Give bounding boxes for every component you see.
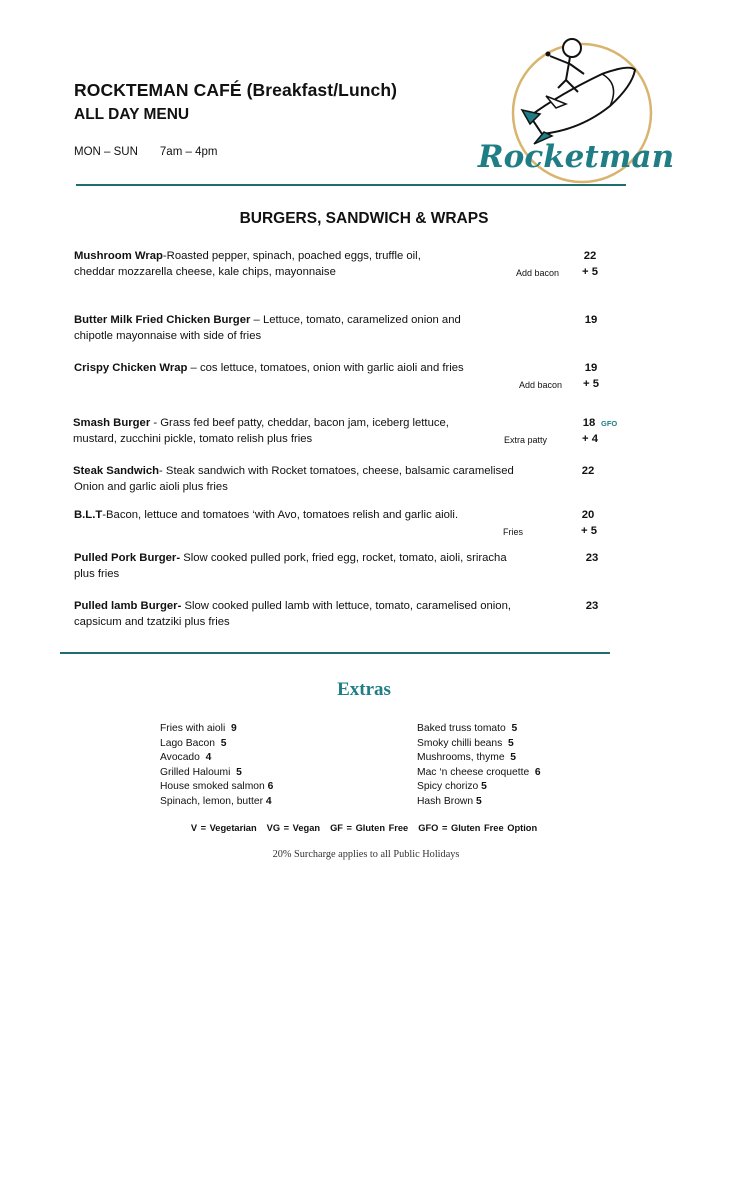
extras-item: Mushrooms, thyme 5 xyxy=(417,752,517,764)
extras-left-column xyxy=(160,722,273,810)
legend-vegan: VG = Vegan xyxy=(266,823,321,833)
menu-item xyxy=(73,463,553,495)
addon-price: + 4 xyxy=(581,433,599,445)
item-name: Pulled lamb Burger- xyxy=(74,600,182,612)
addon-label: Add bacon xyxy=(515,268,559,278)
extras-item: Hash Brown 5 xyxy=(417,795,482,807)
logo-text: Rocketman xyxy=(477,139,675,175)
legend-gluten-free: GF = Gluten Free xyxy=(330,823,409,833)
extras-item: Avocado 4 xyxy=(160,752,212,764)
extras-item: Lago Bacon 5 xyxy=(160,737,227,749)
item-description: – cos lettuce, tomatoes, onion with garlic aioli and fries xyxy=(187,362,464,374)
menu-item xyxy=(74,550,544,582)
item-name: Crispy Chicken Wrap xyxy=(74,362,188,374)
rocketman-logo xyxy=(477,34,675,189)
opening-days: MON – SUN xyxy=(74,146,138,158)
item-description: - Grass fed beef patty, cheddar, bacon jam, iceberg lettuce, xyxy=(150,417,449,429)
menu-title: ROCKTEMAN CAFÉ (Breakfast/Lunch) xyxy=(74,80,398,100)
menu-item xyxy=(74,312,544,344)
item-description: Slow cooked pulled pork, fried egg, rocket, tomato, aioli, sriracha xyxy=(180,552,507,564)
addon-price: + 5 xyxy=(582,378,600,390)
item-description-cont: plus fries xyxy=(74,568,120,580)
item-name: Steak Sandwich xyxy=(73,465,160,477)
item-name: Butter Milk Fried Chicken Burger xyxy=(74,314,251,326)
extras-title: Extras xyxy=(337,679,391,700)
item-description-cont: cheddar mozzarella cheese, kale chips, mayonnaise xyxy=(74,266,336,278)
menu-item xyxy=(74,360,544,376)
opening-hours xyxy=(74,146,217,158)
item-price: 20 xyxy=(581,509,595,521)
item-description: -Bacon, lettuce and tomatoes ‘with Avo, tomatoes relish and garlic aioli. xyxy=(102,509,459,521)
addon-price: + 5 xyxy=(580,525,598,537)
addon-label: Extra patty xyxy=(503,435,547,445)
surcharge-note: 20% Surcharge applies to all Public Holidays xyxy=(272,849,460,860)
opening-time: 7am – 4pm xyxy=(159,146,218,158)
item-name: Smash Burger xyxy=(73,417,151,429)
gfo-tag: GFO xyxy=(601,419,618,428)
item-description: - Steak sandwich with Rocket tomatoes, cheese, balsamic caramelised xyxy=(159,465,514,477)
addon-label: Fries xyxy=(503,527,523,537)
item-description: Slow cooked pulled lamb with lettuce, tomato, caramelised onion, xyxy=(181,600,512,612)
menu-subtitle: ALL DAY MENU xyxy=(74,106,190,123)
extras-item: Baked truss tomato 5 xyxy=(417,723,518,734)
item-price: 18 xyxy=(582,417,596,429)
extras-item: Fries with aioli 9 xyxy=(160,723,237,734)
item-description: – Lettuce, tomato, caramelized onion and xyxy=(250,314,461,326)
section-title: BURGERS, SANDWICH & WRAPS xyxy=(239,210,489,227)
item-description: -Roasted pepper, spinach, poached eggs, truffle oil, xyxy=(162,250,421,262)
addon-price: + 5 xyxy=(581,266,599,278)
item-price: 22 xyxy=(583,250,597,262)
extras-item: Mac ‘n cheese croquette 6 xyxy=(417,766,541,778)
extras-item: Spicy chorizo 5 xyxy=(417,781,487,793)
item-price: 23 xyxy=(585,600,599,612)
dietary-legend xyxy=(0,823,728,833)
item-description-cont: Onion and garlic aioli plus fries xyxy=(74,481,228,493)
extras-item: Spinach, lemon, butter 4 xyxy=(160,795,272,807)
header-divider xyxy=(76,184,626,186)
section-divider xyxy=(60,652,610,654)
extras-item: House smoked salmon 6 xyxy=(160,781,274,793)
item-price: 23 xyxy=(585,552,599,564)
extras-right-column xyxy=(417,722,541,810)
item-description-cont: capsicum and tzatziki plus fries xyxy=(74,616,230,628)
menu-item xyxy=(74,507,544,523)
addon-label: Add bacon xyxy=(518,380,562,390)
item-price: 19 xyxy=(584,314,598,326)
legend-gfo: GFO = Gluten Free Option xyxy=(418,823,538,833)
item-price: 22 xyxy=(581,465,595,477)
item-description-cont: chipotle mayonnaise with side of fries xyxy=(74,330,262,342)
item-name: B.L.T xyxy=(74,509,103,521)
item-name: Pulled Pork Burger- xyxy=(74,552,181,564)
item-price: 19 xyxy=(584,362,598,374)
extras-item: Grilled Haloumi 5 xyxy=(160,766,242,778)
menu-item xyxy=(74,598,544,630)
extras-item: Smoky chilli beans 5 xyxy=(417,737,514,749)
legend-vegetarian: V = Vegetarian xyxy=(190,823,257,833)
menu-item xyxy=(74,248,544,280)
item-name: Mushroom Wrap xyxy=(74,250,163,262)
item-description-cont: mustard, zucchini pickle, tomato relish plus fries xyxy=(73,433,313,445)
